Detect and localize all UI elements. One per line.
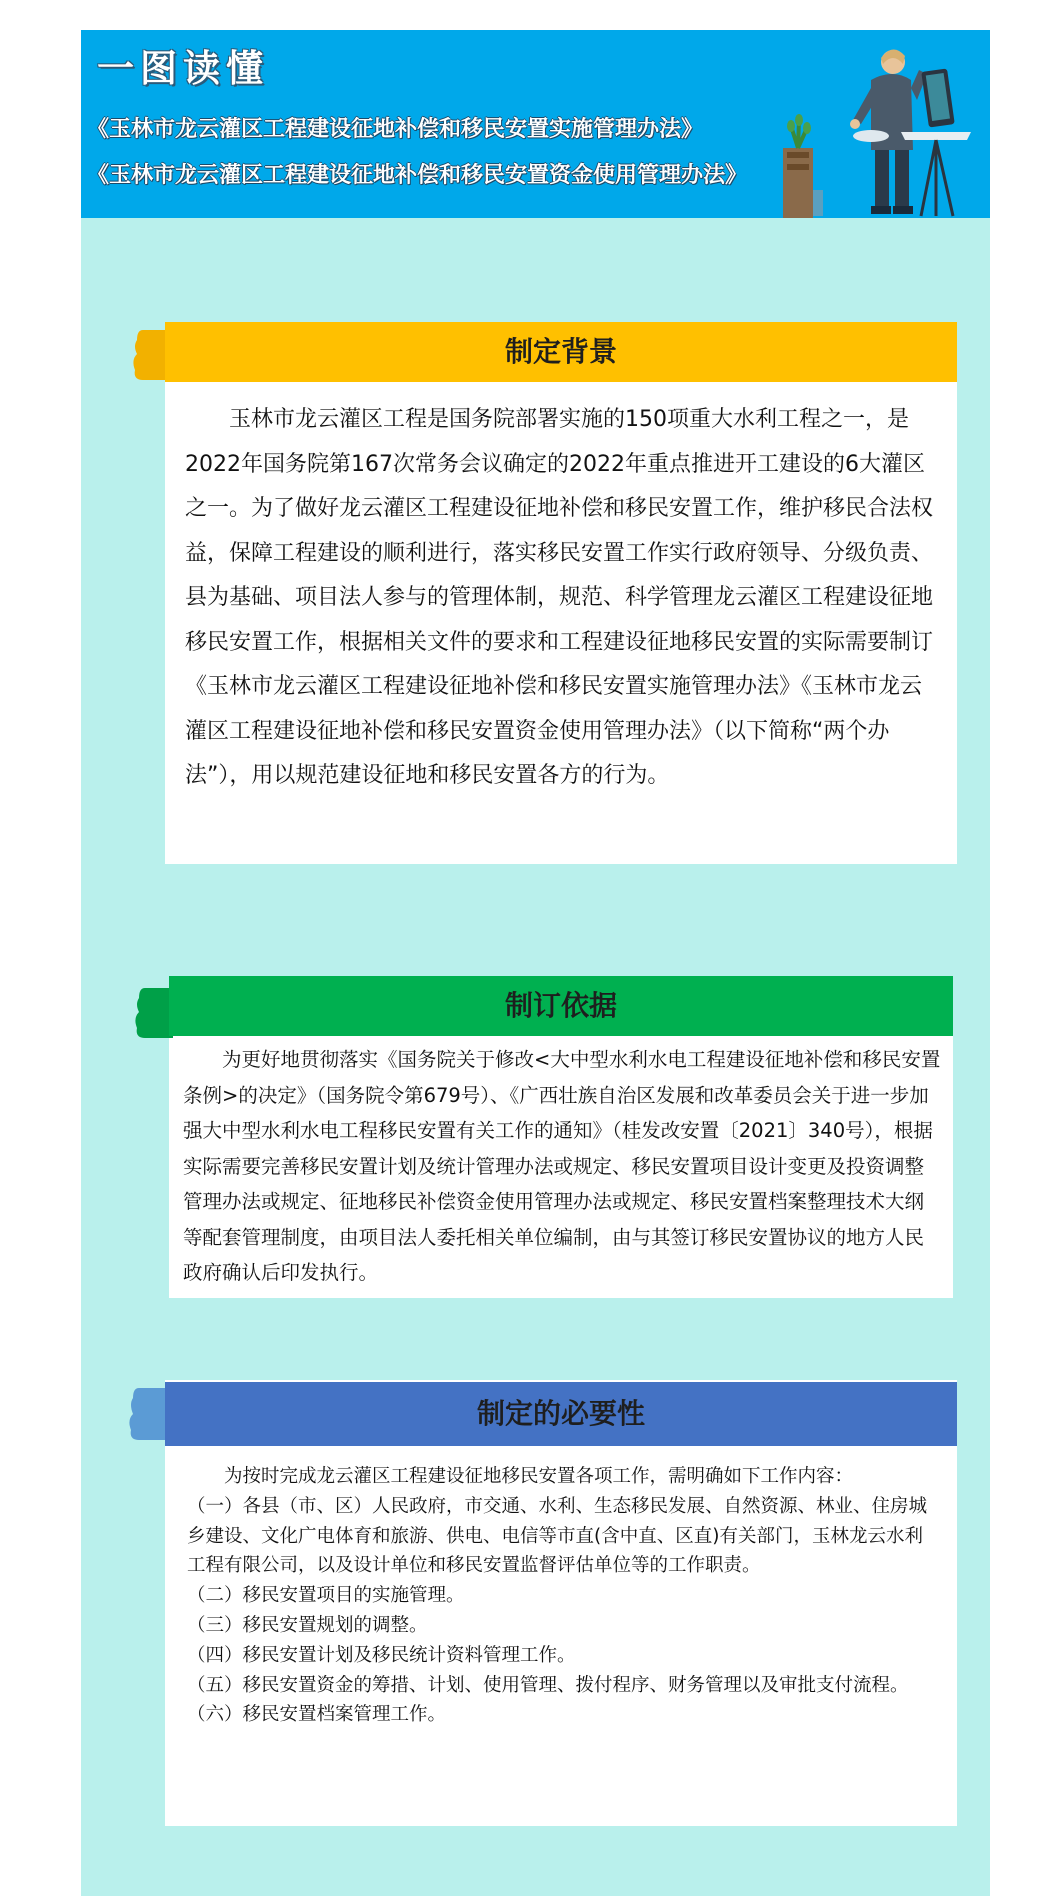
section-tab-decoration bbox=[127, 1388, 167, 1440]
section-heading: 制定背景 bbox=[165, 322, 957, 382]
list-item: （三）移民安置规划的调整。 bbox=[187, 1614, 428, 1636]
section-intro-text: 为按时完成龙云灌区工程建设征地移民安置各项工作，需明确如下工作内容： bbox=[224, 1466, 854, 1487]
section-heading: 制定的必要性 bbox=[165, 1382, 957, 1446]
section-necessity bbox=[165, 1380, 957, 1826]
infographic-page bbox=[81, 30, 990, 1896]
header-banner bbox=[81, 30, 990, 218]
list-item: （六）移民安置档案管理工作。 bbox=[187, 1704, 447, 1726]
person-at-desk-illustration bbox=[721, 40, 981, 218]
section-body bbox=[187, 1462, 939, 1730]
list-item: （二）移民安置项目的实施管理。 bbox=[187, 1585, 465, 1607]
banner-title: 一图读懂 bbox=[97, 47, 269, 90]
banner-document-title-1: 《玉林市龙云灌区工程建设征地补偿和移民安置实施管理办法》 bbox=[87, 117, 704, 142]
section-background bbox=[165, 322, 957, 864]
section-tab-decoration bbox=[133, 988, 173, 1038]
list-item: （一）各县（市、区）人民政府，市交通、水利、生态移民发展、自然资源、林业、住房城乡建设、文化广电体育和旅游、供电、电信等市直(含中直、区直)有关部门，玉林龙云水利工程有限公司，以及设计单位和移民安置监督评估单位等的工作职责。 bbox=[187, 1495, 928, 1577]
section-body-text: 为更好地贯彻落实《国务院关于修改<大中型水利水电工程建设征地补偿和移民安置条例>的决定》（国务院令第679号）、《广西壮族自治区发展和改革委员会关于进一步加强大中型水利水电工程移民安置有关工作的通知》（桂发改安置〔2021〕340号），根据实际需要完善移民安置计划及统计管理办法或规定、移民安置项目设计变更及投资调整管理办法或规定、征地移民补偿资金使用管理办法或规定、移民安置档案整理技术大纲等配套管理制度，由项目法人委托相关单位编制，由与其签订移民安置协议的地方人民政府确认后印发执行。 bbox=[183, 1048, 941, 1284]
banner-document-title-2: 《玉林市龙云灌区工程建设征地补偿和移民安置资金使用管理办法》 bbox=[87, 163, 748, 188]
section-body-text: 玉林市龙云灌区工程是国务院部署实施的150项重大水利工程之一，是2022年国务院第167次常务会议确定的2022年重点推进开工建设的6大灌区之一。为了做好龙云灌区工程建设征地补偿和移民安置工作，维护移民合法权益，保障工程建设的顺利进行，落实移民安置工作实行政府领导、分级负责、县为基础、项目法人参与的管理体制，规范、科学管理龙云灌区工程建设征地移民安置工作，根据相关文件的要求和工程建设征地移民安置的实际需要制订《玉林市龙云灌区工程建设征地补偿和移民安置实施管理办法》《玉林市龙云灌区工程建设征地补偿和移民安置资金使用管理办法》（以下简称“两个办法”），用以规范建设征地和移民安置各方的行为。 bbox=[185, 407, 934, 788]
list-item: （四）移民安置计划及移民统计资料管理工作。 bbox=[187, 1644, 576, 1666]
section-basis bbox=[169, 976, 953, 1298]
section-heading: 制订依据 bbox=[169, 976, 953, 1036]
list-item: （五）移民安置资金的筹措、计划、使用管理、拨付程序、财务管理以及审批支付流程。 bbox=[187, 1674, 909, 1696]
